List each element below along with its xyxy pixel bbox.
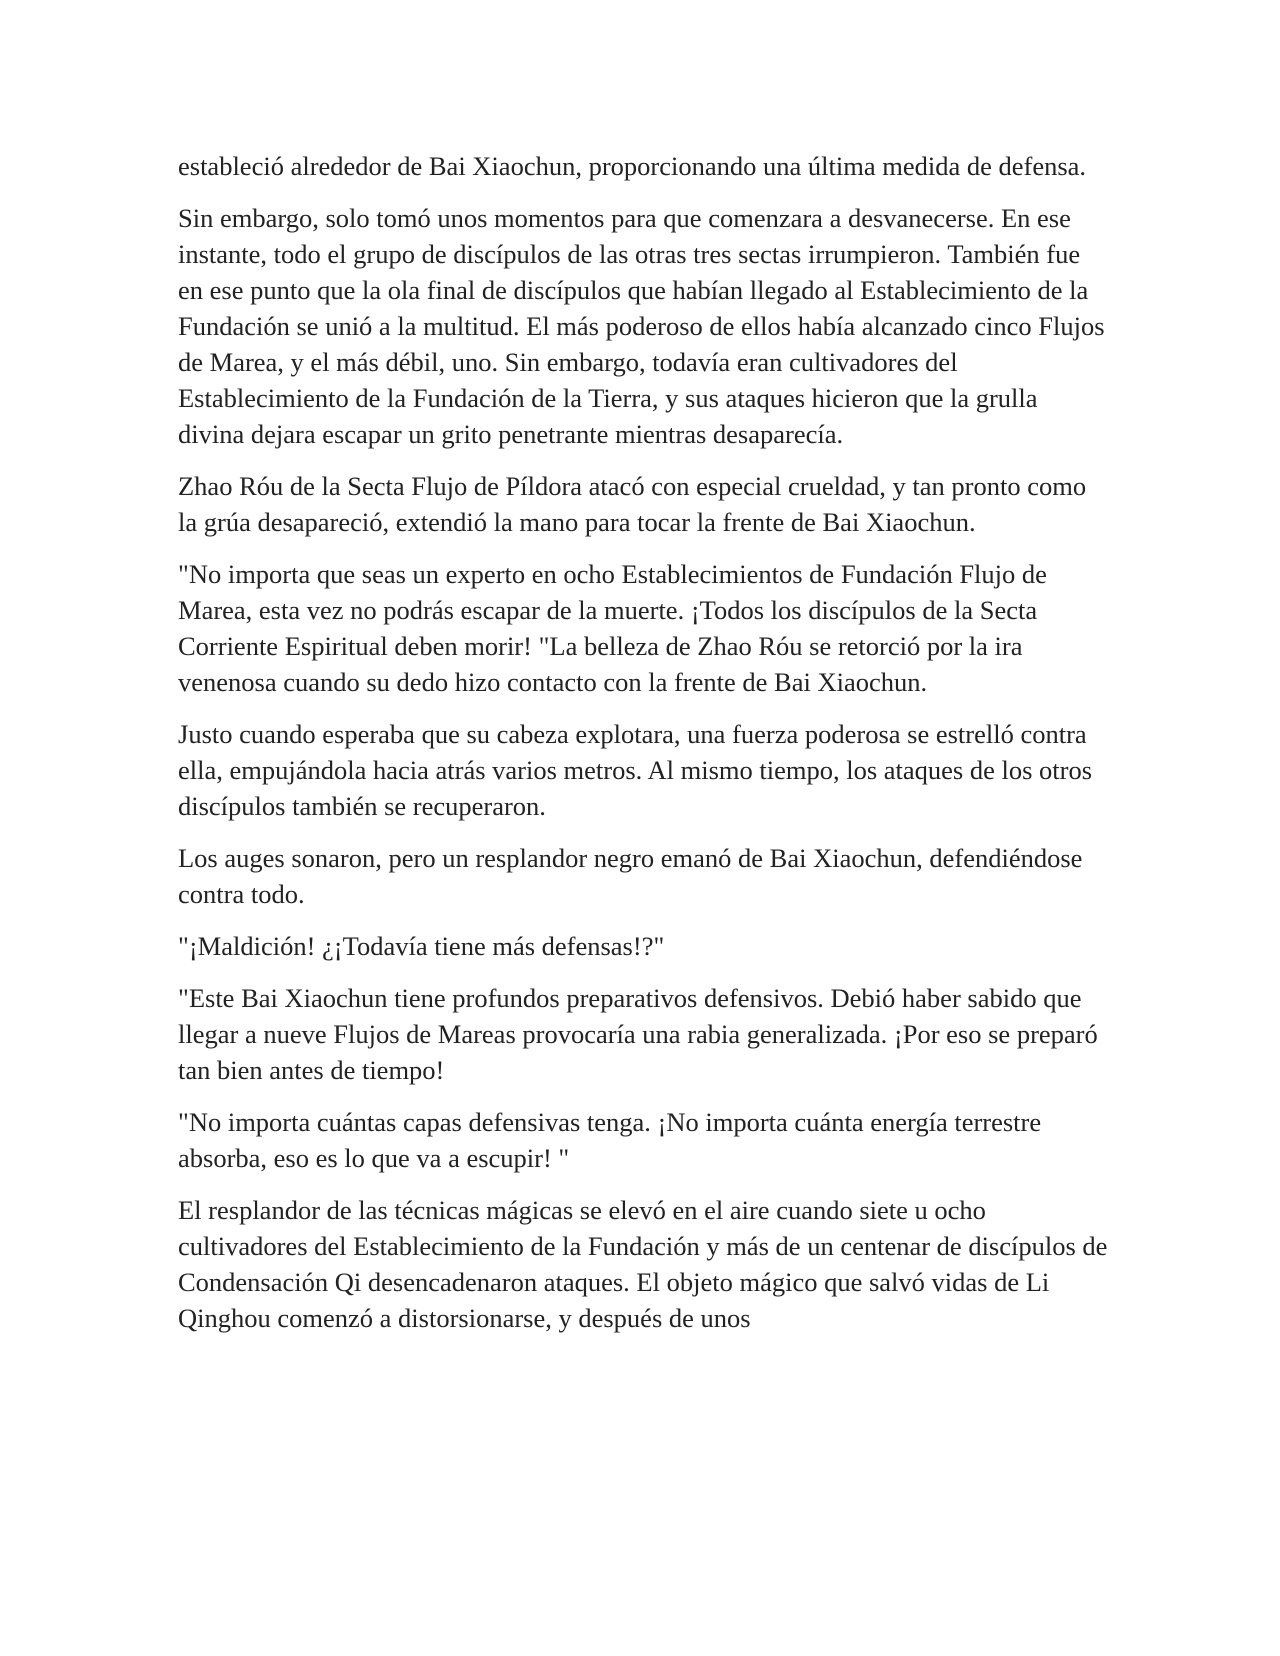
paragraph: "¡Maldición! ¿¡Todavía tiene más defensas!?" <box>178 931 665 961</box>
paragraph: Zhao Róu de la Secta Flujo de Píldora atacó con especial crueldad, y tan pronto como la grúa desapareció, extendió la mano para tocar la frente de Bai Xiaochun. <box>178 471 1087 537</box>
paragraph: Sin embargo, solo tomó unos momentos para que comenzara a desvanecerse. En ese instante, todo el grupo de discípulos de las otras tres sectas irrumpieron. También fue en ese punto que la ola final de discípulos que habían llegado al Establecimiento de la Fundación se unió a la multitud. El más poderoso de ellos había alcanzado cinco Flujos de Marea, y el más débil, uno. Sin embargo, todavía eran cultivadores del Establecimiento de la Fundación de la Tierra, y sus ataques hicieron que la grulla divina dejara escapar un grito penetrante mientras desaparecía. <box>178 203 1105 449</box>
paragraph: "Este Bai Xiaochun tiene profundos preparativos defensivos. Debió haber sabido que llegar a nueve Flujos de Mareas provocaría una rabia generalizada. ¡Por eso se preparó tan bien antes de tiempo! <box>178 983 1098 1085</box>
paragraph: El resplandor de las técnicas mágicas se elevó en el aire cuando siete u ocho cultivadores del Establecimiento de la Fundación y más de un centenar de discípulos de Condensación Qi desencadenaron ataques. El objeto mágico que salvó vidas de Li Qinghou comenzó a distorsionarse, y después de unos <box>178 1195 1108 1333</box>
paragraph: estableció alrededor de Bai Xiaochun, proporcionando una última medida de defensa. <box>178 151 1087 181</box>
paragraph: "No importa cuántas capas defensivas tenga. ¡No importa cuánta energía terrestre absorba, eso es lo que va a escupir! " <box>178 1107 1042 1173</box>
document-page <box>178 148 1108 1352</box>
paragraph: Justo cuando esperaba que su cabeza explotara, una fuerza poderosa se estrelló contra ella, empujándola hacia atrás varios metros. Al mismo tiempo, los ataques de los otros discípulos también se recuperaron. <box>178 719 1093 821</box>
paragraph: Los auges sonaron, pero un resplandor negro emanó de Bai Xiaochun, defendiéndose contra todo. <box>178 843 1083 909</box>
paragraph: "No importa que seas un experto en ocho Establecimientos de Fundación Flujo de Marea, esta vez no podrás escapar de la muerte. ¡Todos los discípulos de la Secta Corriente Espiritual deben morir! "La belleza de Zhao Róu se retorció por la ira venenosa cuando su dedo hizo contacto con la frente de Bai Xiaochun. <box>178 559 1047 697</box>
